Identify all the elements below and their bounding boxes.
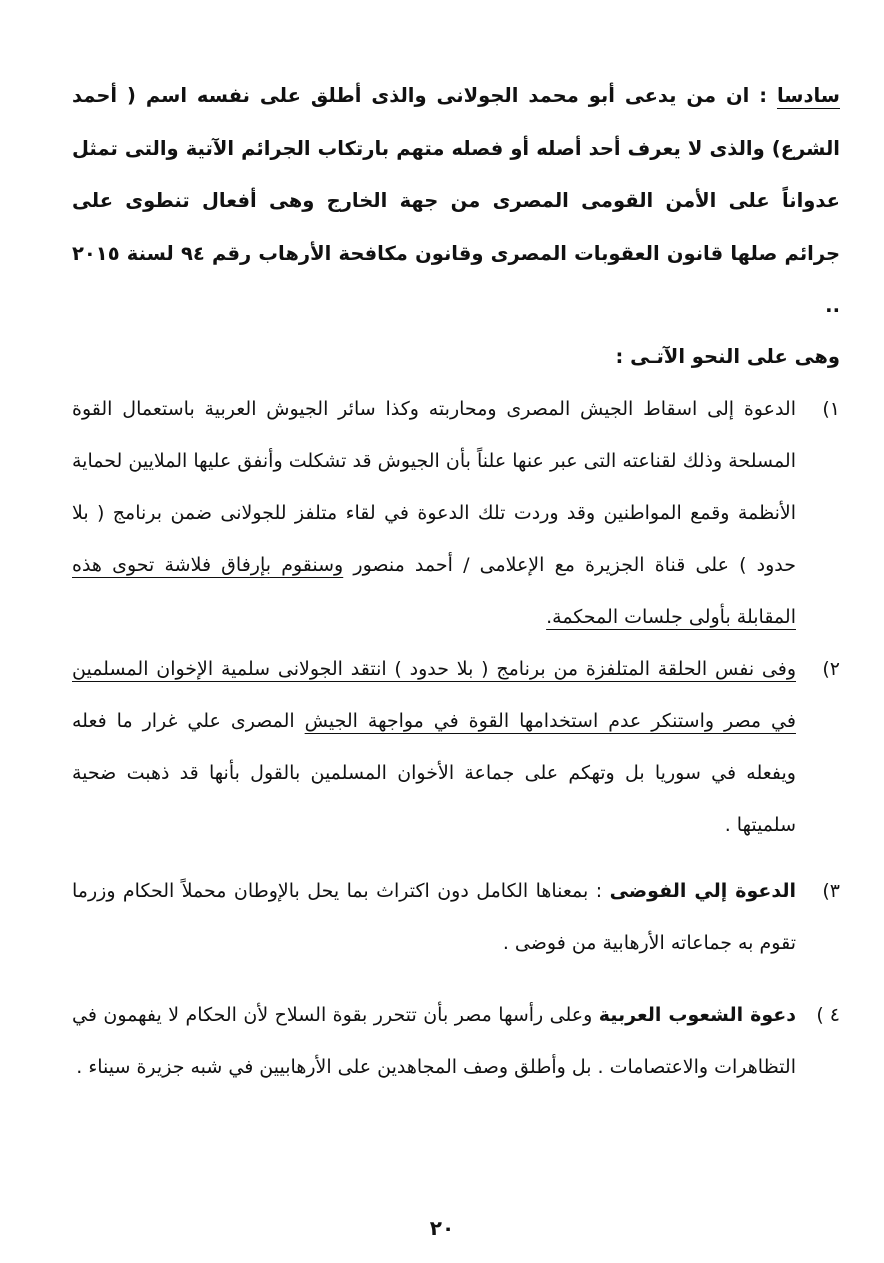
- list-item: [72, 989, 840, 1093]
- paragraph-sixth-text: : ان من يدعى أبو محمد الجولانى والذى أطلق على نفسه اسم ( أحمد الشرع) والذى لا يعرف أحد أصله أو فصله متهم بارتكاب الجرائم الآتية والتى تمثل عدواناً على الأمن القومى المصرى من جهة الخارج وهى أفعال تنطوى على جرائم صلها قانون العقوبات المصرى وقانون مكافحة الأرهاب رقم ٩٤ لسنة ٢٠١٥ ..: [72, 84, 841, 317]
- list-item-bold-lead: الدعوة إلي الفوضى: [609, 880, 796, 902]
- list-item-underlined-text: وسنقوم بإرفاق فلاشة تحوى هذه المقابلة بأولى جلسات المحكمة.: [72, 554, 796, 628]
- list-item: [72, 865, 840, 969]
- list-item-number: ٣): [822, 880, 840, 902]
- section-heading-label: سادسا: [776, 84, 840, 107]
- page-number: ٢٠: [429, 1216, 455, 1240]
- list-item-text: المصرى علي غرار ما فعله ويفعله في سوريا بل وتهكم على جماعة الأخوان المسلمين بالقول بأنها قد ذهبت ضحية سلميتها .: [72, 710, 796, 836]
- list-item-text: الدعوة إلى اسقاط الجيش المصرى ومحاربته وكذا سائر الجيوش العربية باستعمال القوة المسلحة وذلك لقناعته التى عبر عنها علناً بأن الجيوش قد تشكلت وأنفق عليها الملايين لحماية الأنظمة وقمع المواطنين وقد وردت تلك الدعوة في لقاء متلفز للجولانى ضمن برنامج ( بلا حدود ) على قناة الجزيرة مع الإعلامى / أحمد منصور: [72, 398, 796, 576]
- list-item-number: ٢): [822, 658, 840, 680]
- list-item: [72, 643, 840, 851]
- list-item-text: وعلى رأسها مصر بأن تتحرر بقوة السلاح لأن الحكام لا يفهمون في التظاهرات والاعتصامات . بل وأطلق وصف المجاهدين على الأرهابيين في شبه جزيرة سيناء .: [72, 1004, 796, 1078]
- list-item-bold-lead: دعوة الشعوب العربية: [598, 1004, 796, 1026]
- list-item: [72, 383, 840, 643]
- paragraph-sixth: [72, 70, 840, 383]
- list-item-number: ٤ ): [816, 1004, 840, 1026]
- list-item-number: ١): [822, 398, 840, 420]
- list-item-text: : بمعناها الكامل دون اكتراث بما يحل بالإوطان محملاً الحكام وزرما تقوم به جماعاته الأرهابية من فوضى .: [72, 880, 796, 954]
- paragraph-sixth-last-line: وهى على النحو الآتـى :: [615, 344, 840, 368]
- charges-list: [72, 383, 840, 1093]
- list-item-underlined-text: وفى نفس الحلقة المتلفزة من برنامج ( بلا حدود ) انتقد الجولانى سلمية الإخوان المسلمين في مصر واستنكر عدم استخدامها القوة في مواجهة الجيش: [72, 658, 796, 732]
